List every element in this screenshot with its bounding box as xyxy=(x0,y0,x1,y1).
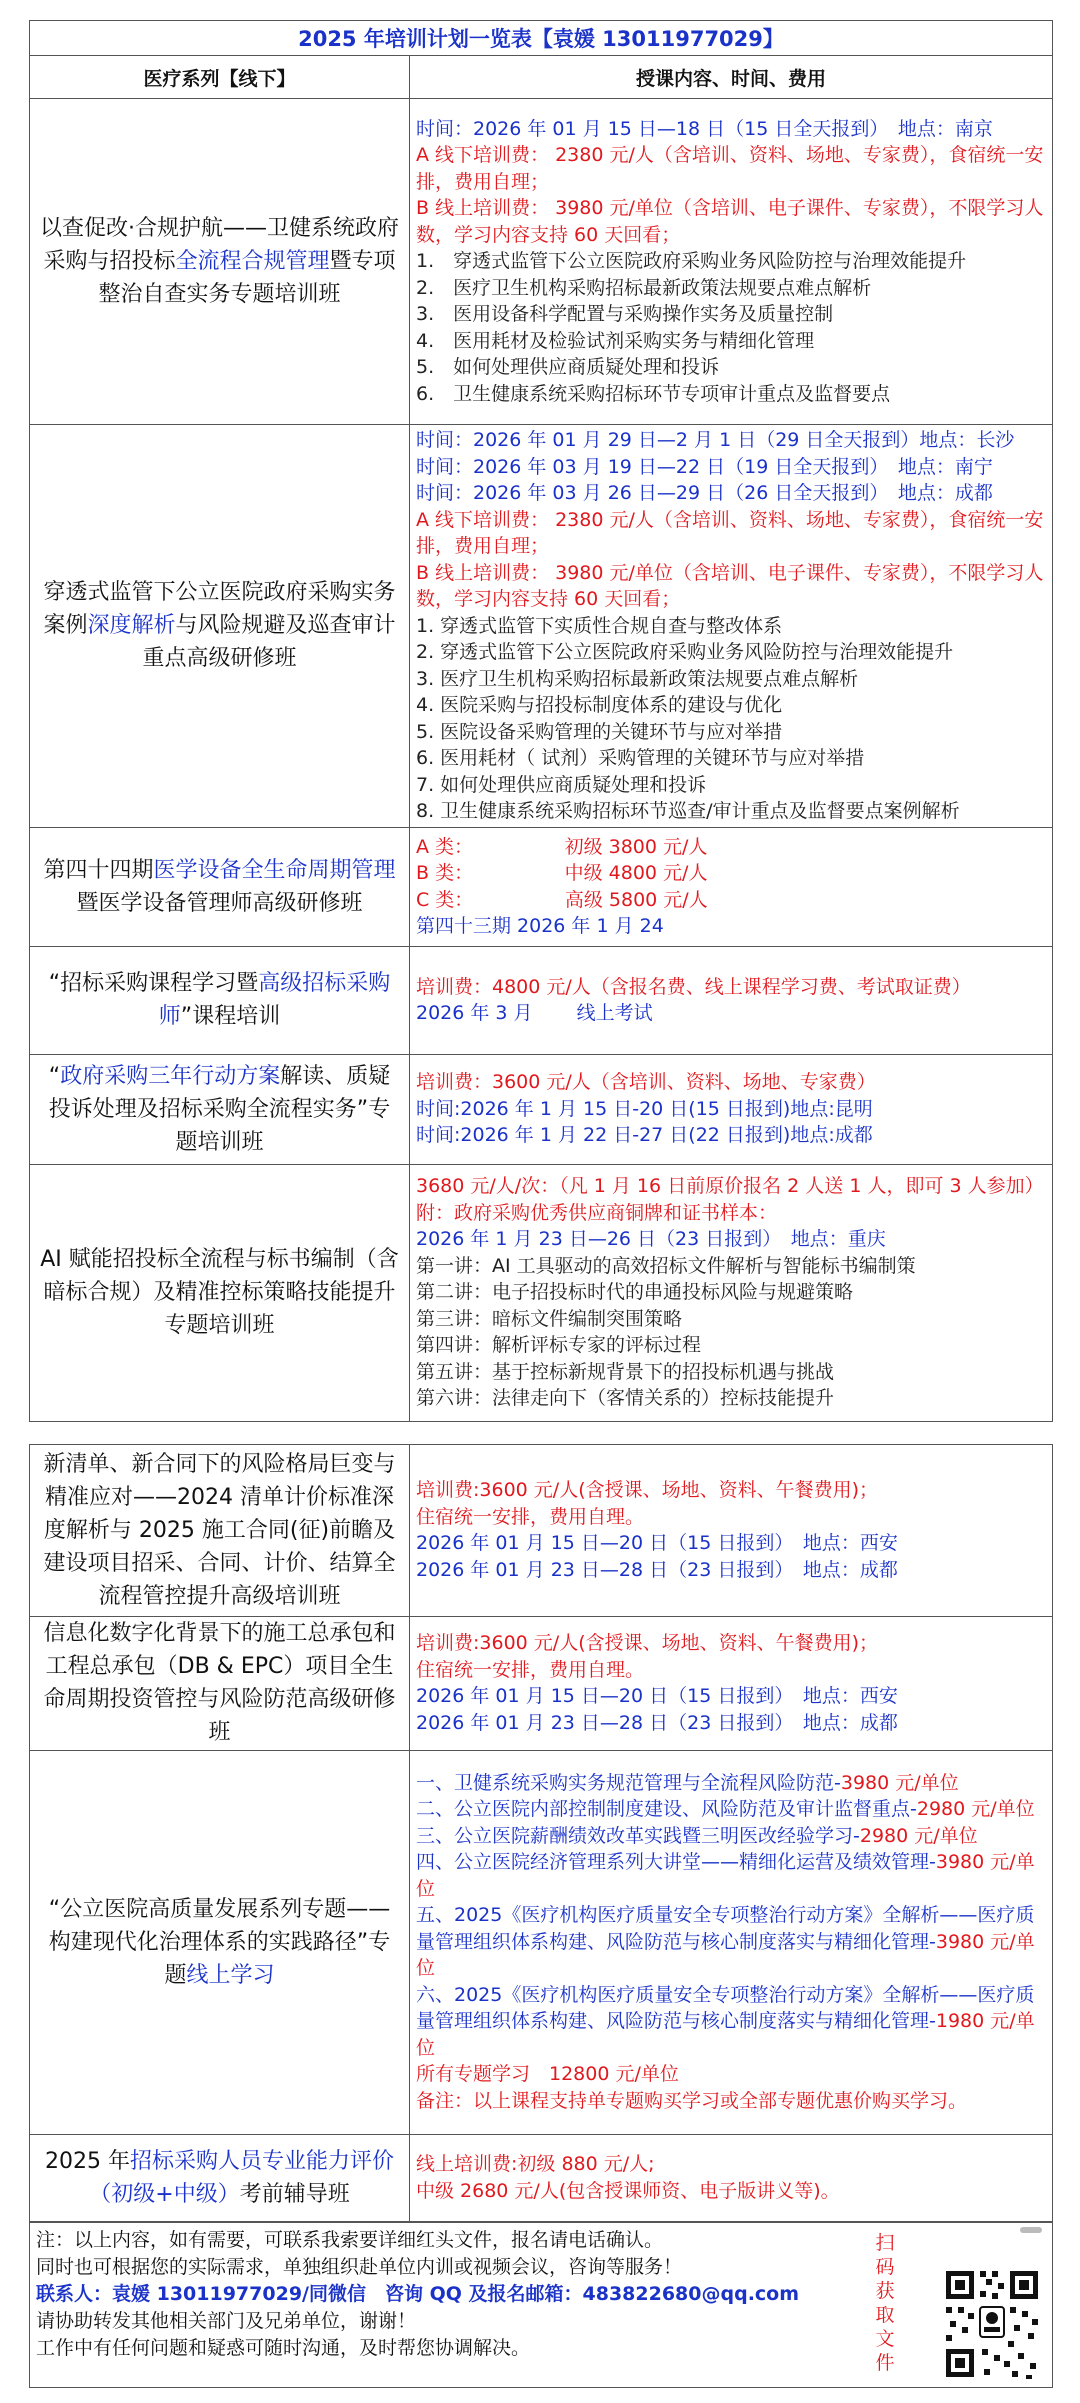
detail-line xyxy=(416,798,1048,825)
detail-line xyxy=(416,1630,1048,1657)
detail-text: 三、公立医院薪酬绩效改革实践暨三明医改经验学习- xyxy=(416,1824,860,1847)
detail-text: 中级 2680 元/人(包含授课师资、电子版讲义等)。 xyxy=(416,2179,840,2202)
course-name-part: 与风险规避及巡查审计重点高级研修班 xyxy=(142,613,396,672)
detail-line xyxy=(416,887,1048,914)
detail-text: 时间:2026 年 1 月 22 日-27 日(22 日报到)地点:成都 xyxy=(416,1124,873,1147)
detail-text: 五、2025《医疗机构医疗质量安全专项整治行动方案》全解析——医疗质量管理组织体系构建、风险防范与核心制度落实与精细化管理- xyxy=(416,1904,1035,1953)
detail-text: 第五讲：基于控标新规背景下的招投标机遇与挑战 xyxy=(416,1360,835,1383)
detail-line xyxy=(416,1796,1048,1823)
detail-line xyxy=(416,1982,1048,2062)
detail-line xyxy=(416,454,1048,481)
course-row xyxy=(30,946,1053,1054)
page-title: 2025 年培训计划一览表【袁媛 13011977029】 xyxy=(30,21,1053,56)
course-row xyxy=(30,1164,1053,1421)
detail-line xyxy=(416,1823,1048,1850)
course-name-part: 新清单、新合同下的风险格局巨变与精准应对——2024 清单计价标准深度解析与 2025 施工合同(征)前瞻及建设项目招采、合同、计价、结算全流程管控提升高级培训班 xyxy=(43,1451,396,1609)
detail-text: 四、公立医院经济管理系列大讲堂——精细化运营及绩效管理- xyxy=(416,1851,936,1874)
detail-line xyxy=(416,1557,1048,1584)
course-row xyxy=(30,99,1053,425)
detail-line xyxy=(416,1385,1048,1412)
detail-text: 所有专题学习 12800 元/单位 xyxy=(416,2063,679,2086)
detail-text: 2026 年 01 月 15 日—20 日（15 日报到） 地点：西安 xyxy=(416,1685,898,1707)
detail-text: 4. 医院采购与招投标制度体系的建设与优化 xyxy=(416,694,783,716)
note-line: 同时也可根据您的实际需求，单独组织赴单位内训或视频会议，咨询等服务！ xyxy=(36,2256,683,2278)
header-left: 医疗系列【线下】 xyxy=(30,56,410,99)
detail-line xyxy=(416,1770,1048,1797)
course-details xyxy=(410,1444,1053,1616)
detail-text: 7. 如何处理供应商质疑处理和投诉 xyxy=(416,773,707,796)
detail-text: A 类： 初级 3800 元/人 xyxy=(416,835,708,858)
detail-line xyxy=(416,2178,1048,2205)
detail-line xyxy=(416,772,1048,799)
detail-line xyxy=(416,381,1048,408)
detail-text: 第三讲：暗标文件编制突围策略 xyxy=(416,1307,683,1330)
footer-notes xyxy=(29,2222,1053,2388)
detail-line xyxy=(416,1096,1048,1123)
course-name-part: AI 赋能招投标全流程与标书编制（含暗标合规）及精准控标策略技能提升专题培训班 xyxy=(40,1247,399,1338)
detail-text: 时间：2026 年 03 月 19 日—22 日（19 日全天报到） 地点：南宁 xyxy=(416,455,993,478)
detail-line xyxy=(416,275,1048,302)
detail-line xyxy=(416,1332,1048,1359)
course-name-part: 暨专项整治自查实务专题培训班 xyxy=(98,249,396,307)
detail-line xyxy=(416,639,1048,666)
course-name-highlight: 政府采购三年行动方案 xyxy=(60,1063,281,1089)
detail-line xyxy=(416,745,1048,772)
detail-text: 线上培训费:初级 880 元/人; xyxy=(416,2153,655,2175)
course-name xyxy=(30,1164,410,1421)
course-row xyxy=(30,827,1053,946)
course-row xyxy=(30,1054,1053,1164)
detail-text: 时间：2026 年 03 月 26 日—29 日（26 日全天报到） 地点：成都 xyxy=(416,482,993,504)
detail-text: B 线上培训费： 3980 元/单位（含培训、电子课件、专家费），不限学习人数，学习内容支持 60 天回看； xyxy=(416,197,1044,246)
price-text: 2980 元/单位 xyxy=(859,1824,978,1847)
detail-line xyxy=(416,2151,1048,2178)
contact-line[interactable]: 联系人：袁媛 13011977029/同微信 咨询 QQ 及报名邮箱：483822680@qq.com xyxy=(36,2283,800,2305)
header-right: 授课内容、时间、费用 xyxy=(410,56,1053,99)
detail-line xyxy=(416,974,1048,1001)
detail-line xyxy=(416,1359,1048,1386)
detail-text: 第六讲：法律走向下（客情关系的）控标技能提升 xyxy=(416,1387,835,1410)
course-name xyxy=(30,1616,410,1750)
course-details xyxy=(410,2134,1053,2221)
detail-text: 1. 穿透式监管下实质性合规自查与整改体系 xyxy=(416,614,783,637)
detail-line xyxy=(416,354,1048,381)
detail-line xyxy=(416,1306,1048,1333)
qr-code-icon[interactable] xyxy=(942,2263,1042,2381)
training-plan-sheet xyxy=(29,20,1053,2222)
detail-line xyxy=(416,328,1048,355)
detail-line xyxy=(416,1683,1048,1710)
course-name-part: 暨医学设备管理师高级研修班 xyxy=(76,890,363,916)
detail-text: 时间：2026 年 01 月 29 日—2 月 1 日（29 日全天报到）地点：长沙 xyxy=(416,429,1015,451)
course-name-part: 解读、质疑投诉处理及招标采购全流程实务”专题培训班 xyxy=(48,1063,391,1155)
detail-text: 培训费：3600 元/人（含培训、资料、场地、专家费） xyxy=(416,1071,876,1094)
course-details xyxy=(410,946,1053,1054)
detail-line xyxy=(416,116,1048,143)
course-row xyxy=(30,2134,1053,2221)
detail-text: 培训费：4800 元/人（含报名费、线上课程学习费、考试取证费） xyxy=(416,975,971,998)
course-name xyxy=(30,425,410,828)
price-text: 2980 元/单位 xyxy=(916,1798,1035,1821)
course-name-part: 2025 年 xyxy=(45,2148,130,2174)
course-row xyxy=(30,1444,1053,1616)
detail-text: A 线下培训费： 2380 元/人（含培训、资料、场地、专家费），食宿统一安排，费用自理； xyxy=(416,144,1044,193)
detail-text: 3. 医疗卫生机构采购招标最新政策法规要点难点解析 xyxy=(416,667,859,690)
detail-text: 5. 如何处理供应商质疑处理和投诉 xyxy=(416,356,720,379)
detail-line xyxy=(416,834,1048,861)
detail-line xyxy=(416,1504,1048,1531)
detail-line xyxy=(416,1122,1048,1149)
detail-text: 6. 卫生健康系统采购招标环节专项审计重点及监督要点 xyxy=(416,382,891,405)
detail-text: 2026 年 01 月 23 日—28 日（23 日报到） 地点：成都 xyxy=(416,1558,898,1581)
scan-char: 件 xyxy=(875,2352,895,2374)
detail-line xyxy=(416,692,1048,719)
course-row xyxy=(30,1616,1053,1750)
detail-line xyxy=(416,1253,1048,1280)
scan-label xyxy=(872,2231,898,2375)
price-text: 3980 元/单位 xyxy=(416,1851,1035,1900)
detail-line xyxy=(416,1000,1048,1027)
price-text: 3980 元/单位 xyxy=(840,1771,959,1794)
detail-line xyxy=(416,142,1048,195)
detail-line xyxy=(416,613,1048,640)
course-name xyxy=(30,946,410,1054)
course-name-part: 以查促改·合规护航——卫健系统政府采购与招投标 xyxy=(40,216,399,274)
detail-line xyxy=(416,1069,1048,1096)
course-name xyxy=(30,1054,410,1164)
note-line: 请协助转发其他相关部门及兄弟单位，谢谢！ xyxy=(36,2310,417,2332)
course-name xyxy=(30,1750,410,2134)
decoration-icon xyxy=(1018,2225,1044,2235)
course-name-part: 第四十四期 xyxy=(43,857,154,883)
price-text: 1980 元/单位 xyxy=(416,2010,1035,2059)
course-details xyxy=(410,827,1053,946)
detail-line xyxy=(416,195,1048,248)
scan-char: 文 xyxy=(875,2328,895,2350)
detail-line xyxy=(416,2088,1048,2115)
scan-char: 获 xyxy=(875,2280,895,2302)
detail-text: 六、2025《医疗机构医疗质量安全专项整治行动方案》全解析——医疗质量管理组织体系构建、风险防范与核心制度落实与精细化管理- xyxy=(416,1983,1035,2033)
course-name-part: “招标采购课程学习暨 xyxy=(48,971,259,996)
course-name xyxy=(30,827,410,946)
detail-text: 时间:2026 年 1 月 15 日-20 日(15 日报到)地点:昆明 xyxy=(416,1097,873,1120)
detail-line xyxy=(416,480,1048,507)
detail-line xyxy=(416,1173,1048,1226)
detail-text: 6. 医用耗材（ 试剂）采购管理的关键环节与应对举措 xyxy=(416,747,865,769)
training-table-bottom xyxy=(29,1444,1053,2222)
detail-text: B 线上培训费： 3980 元/单位（含培训、电子课件、专家费），不限学习人数，学习内容支持 60 天回看； xyxy=(416,561,1044,610)
detail-line xyxy=(416,1226,1048,1253)
detail-line xyxy=(416,2061,1048,2088)
course-name xyxy=(30,99,410,425)
detail-text: 住宿统一安排，费用自理。 xyxy=(416,1658,645,1681)
detail-line xyxy=(416,666,1048,693)
detail-line xyxy=(416,1477,1048,1504)
detail-text: 2. 穿透式监管下公立医院政府采购业务风险防控与治理效能提升 xyxy=(416,641,954,663)
detail-text: A 线下培训费： 2380 元/人（含培训、资料、场地、专家费），食宿统一安排，费用自理； xyxy=(416,508,1044,557)
course-name-highlight: 招标采购人员专业能力评价（初级+中级） xyxy=(89,2148,394,2207)
course-name-highlight: 全流程合规管理 xyxy=(175,249,330,274)
detail-text: B 类： 中级 4800 元/人 xyxy=(416,862,708,884)
course-details xyxy=(410,425,1053,828)
course-name-part: “ xyxy=(48,1063,61,1089)
scan-char: 扫 xyxy=(875,2232,895,2254)
detail-text: 2026 年 01 月 15 日—20 日（15 日报到） 地点：西安 xyxy=(416,1532,898,1554)
course-row xyxy=(30,425,1053,828)
course-name-part: 信息化数字化背景下的施工总承包和工程总承包（DB & EPC）项目全生命周期投资管控与风险防范高级研修班 xyxy=(43,1621,396,1745)
course-name-highlight: 线上学习 xyxy=(186,1962,275,1988)
course-row xyxy=(30,1750,1053,2134)
detail-text: 8. 卫生健康系统采购招标环节巡查/审计重点及监督要点案例解析 xyxy=(416,800,960,822)
detail-line xyxy=(416,1279,1048,1306)
price-text: 3980 元/单位 xyxy=(416,1930,1035,1980)
training-table-top xyxy=(29,20,1053,1422)
detail-text: 3. 医用设备科学配置与采购操作实务及质量控制 xyxy=(416,303,834,326)
detail-text: 4. 医用耗材及检验试剂采购实务与精细化管理 xyxy=(416,329,815,352)
course-details xyxy=(410,1750,1053,2134)
detail-text: 2. 医疗卫生机构采购招标最新政策法规要点难点解析 xyxy=(416,276,872,299)
detail-text: 二、公立医院内部控制制度建设、风险防范及审计监督重点- xyxy=(416,1798,917,1821)
detail-line xyxy=(416,560,1048,613)
note-line: 工作中有任何问题和疑惑可随时沟通，及时帮您协调解决。 xyxy=(36,2337,531,2359)
scan-char: 码 xyxy=(875,2256,895,2278)
course-details xyxy=(410,99,1053,425)
detail-line xyxy=(416,1530,1048,1557)
course-name-part: “公立医院高质量发展系列专题——构建现代化治理体系的实践路径”专题 xyxy=(48,1896,391,1988)
detail-text: 住宿统一安排，费用自理。 xyxy=(416,1505,645,1528)
detail-line xyxy=(416,507,1048,560)
detail-text: 第四十三期 2026 年 1 月 24 xyxy=(416,915,664,937)
detail-text: 第一讲：AI 工具驱动的高效招标文件解析与智能标书编制策 xyxy=(416,1254,916,1277)
detail-text: 时间：2026 年 01 月 15 日—18 日（15 日全天报到） 地点：南京 xyxy=(416,117,993,140)
course-name xyxy=(30,1444,410,1616)
detail-text: 一、卫健系统采购实务规范管理与全流程风险防范- xyxy=(416,1771,841,1794)
detail-text: 第四讲：解析评标专家的评标过程 xyxy=(416,1334,702,1357)
course-name-part: ”课程培训 xyxy=(180,1004,281,1029)
detail-text: 培训费:3600 元/人(含授课、场地、资料、午餐费用)； xyxy=(416,1479,879,1501)
course-details xyxy=(410,1616,1053,1750)
detail-line xyxy=(416,1849,1048,1902)
detail-text: 2026 年 1 月 23 日—26 日（23 日报到） 地点：重庆 xyxy=(416,1228,886,1251)
detail-line xyxy=(416,860,1048,887)
detail-text: 2026 年 3 月 线上考试 xyxy=(416,1002,653,1024)
detail-text: 3680 元/人/次：（凡 1 月 16 日前原价报名 2 人送 1 人，即可 3 人参加）附：政府采购优秀供应商铜牌和证书样本： xyxy=(416,1175,1044,1224)
detail-text: 备注：以上课程支持单专题购买学习或全部专题优惠价购买学习。 xyxy=(416,2089,968,2112)
detail-line xyxy=(416,1657,1048,1684)
course-name-part: 穿透式监管下公立医院政府采购实务案例 xyxy=(43,580,396,639)
detail-line xyxy=(416,427,1048,454)
detail-line xyxy=(416,248,1048,275)
note-line: 注：以上内容，如有需要，可联系我索要详细红头文件，报名请电话确认。 xyxy=(36,2229,664,2251)
detail-text: 培训费:3600 元/人(含授课、场地、资料、午餐费用)； xyxy=(416,1632,879,1654)
detail-line xyxy=(416,1710,1048,1737)
course-details xyxy=(410,1164,1053,1421)
course-name-highlight: 高级招标采购师 xyxy=(158,971,391,1029)
scan-char: 取 xyxy=(875,2304,895,2326)
course-name-part: 考前辅导班 xyxy=(239,2181,350,2207)
detail-line xyxy=(416,301,1048,328)
detail-line xyxy=(416,1902,1048,1982)
detail-line xyxy=(416,913,1048,940)
course-name-highlight: 医学设备全生命周期管理 xyxy=(153,857,396,883)
detail-text: 2026 年 01 月 23 日—28 日（23 日报到） 地点：成都 xyxy=(416,1711,898,1734)
detail-text: C 类： 高级 5800 元/人 xyxy=(416,888,708,911)
course-name xyxy=(30,2134,410,2221)
course-name-highlight: 深度解析 xyxy=(87,613,176,639)
course-details xyxy=(410,1054,1053,1164)
detail-text: 5. 医院设备采购管理的关键环节与应对举措 xyxy=(416,720,783,743)
detail-line xyxy=(416,719,1048,746)
detail-text: 第二讲：电子招投标时代的串通投标风险与规避策略 xyxy=(416,1281,854,1304)
detail-text: 1. 穿透式监管下公立医院政府采购业务风险防控与治理效能提升 xyxy=(416,250,967,273)
